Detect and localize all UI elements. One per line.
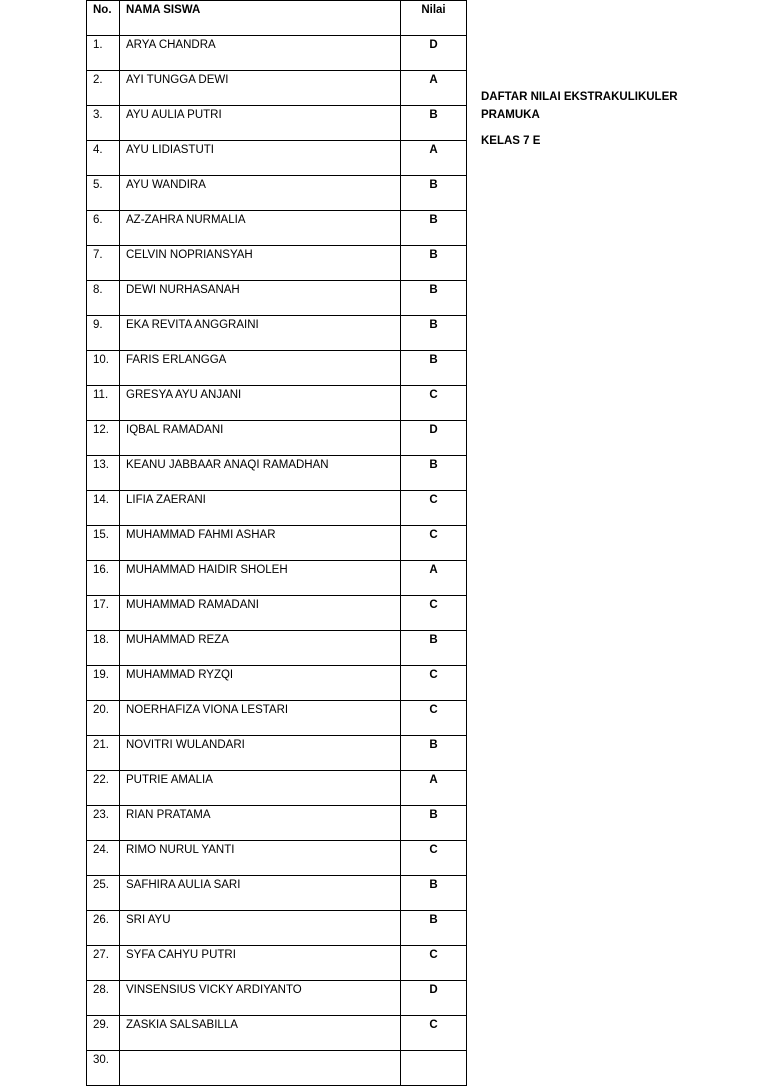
row-number: 6. xyxy=(87,211,120,246)
table-row xyxy=(87,666,467,701)
row-number: 28. xyxy=(87,981,120,1016)
student-grade: C xyxy=(401,386,467,421)
table-row xyxy=(87,1016,467,1051)
grade-table xyxy=(86,0,467,1086)
student-name: GRESYA AYU ANJANI xyxy=(120,386,401,421)
student-name: EKA REVITA ANGGRAINI xyxy=(120,316,401,351)
student-name: MUHAMMAD REZA xyxy=(120,631,401,666)
table-row xyxy=(87,176,467,211)
student-name: VINSENSIUS VICKY ARDIYANTO xyxy=(120,981,401,1016)
row-number: 10. xyxy=(87,351,120,386)
table-row xyxy=(87,351,467,386)
student-grade: A xyxy=(401,771,467,806)
row-number: 26. xyxy=(87,911,120,946)
row-number: 7. xyxy=(87,246,120,281)
student-grade: A xyxy=(401,71,467,106)
student-grade: D xyxy=(401,36,467,71)
student-name: AYU LIDIASTUTI xyxy=(120,141,401,176)
document-title: DAFTAR NILAI EKSTRAKULIKULER PRAMUKA xyxy=(481,91,678,121)
student-name: NOVITRI WULANDARI xyxy=(120,736,401,771)
student-grade: B xyxy=(401,456,467,491)
student-grade: B xyxy=(401,176,467,211)
student-name: SYFA CAHYU PUTRI xyxy=(120,946,401,981)
student-name xyxy=(120,1051,401,1086)
student-grade: B xyxy=(401,911,467,946)
row-number: 19. xyxy=(87,666,120,701)
table-row xyxy=(87,806,467,841)
row-number: 23. xyxy=(87,806,120,841)
table-row xyxy=(87,736,467,771)
student-name: IQBAL RAMADANI xyxy=(120,421,401,456)
student-grade: C xyxy=(401,1016,467,1051)
student-grade: B xyxy=(401,316,467,351)
table-row xyxy=(87,596,467,631)
student-name: AYU WANDIRA xyxy=(120,176,401,211)
student-grade: B xyxy=(401,281,467,316)
row-number: 3. xyxy=(87,106,120,141)
table-row xyxy=(87,981,467,1016)
row-number: 1. xyxy=(87,36,120,71)
row-number: 25. xyxy=(87,876,120,911)
student-grade: C xyxy=(401,841,467,876)
table-row xyxy=(87,771,467,806)
student-grade: B xyxy=(401,631,467,666)
table-row xyxy=(87,841,467,876)
student-name: KEANU JABBAAR ANAQI RAMADHAN xyxy=(120,456,401,491)
table-row xyxy=(87,106,467,141)
table-row xyxy=(87,246,467,281)
student-grade: A xyxy=(401,141,467,176)
table-row xyxy=(87,911,467,946)
row-number: 20. xyxy=(87,701,120,736)
row-number: 21. xyxy=(87,736,120,771)
student-name: RIAN PRATAMA xyxy=(120,806,401,841)
table-row xyxy=(87,491,467,526)
student-name: SRI AYU xyxy=(120,911,401,946)
student-name: ARYA CHANDRA xyxy=(120,36,401,71)
student-grade: A xyxy=(401,561,467,596)
student-name: MUHAMMAD RYZQI xyxy=(120,666,401,701)
student-name: NOERHAFIZA VIONA LESTARI xyxy=(120,701,401,736)
student-grade: C xyxy=(401,701,467,736)
student-grade: D xyxy=(401,981,467,1016)
table-row xyxy=(87,281,467,316)
student-name: FARIS ERLANGGA xyxy=(120,351,401,386)
row-number: 29. xyxy=(87,1016,120,1051)
student-name: MUHAMMAD HAIDIR SHOLEH xyxy=(120,561,401,596)
row-number: 16. xyxy=(87,561,120,596)
class-label: KELAS 7 E xyxy=(481,135,541,147)
student-name: RIMO NURUL YANTI xyxy=(120,841,401,876)
column-header-name: NAMA SISWA xyxy=(120,1,401,36)
row-number: 11. xyxy=(87,386,120,421)
student-grade: C xyxy=(401,491,467,526)
student-grade: B xyxy=(401,806,467,841)
table-row xyxy=(87,36,467,71)
student-grade: C xyxy=(401,666,467,701)
row-number: 27. xyxy=(87,946,120,981)
student-name: MUHAMMAD RAMADANI xyxy=(120,596,401,631)
student-grade: D xyxy=(401,421,467,456)
student-grade: C xyxy=(401,596,467,631)
table-row xyxy=(87,421,467,456)
table-row xyxy=(87,701,467,736)
table-row xyxy=(87,71,467,106)
student-name: AYU AULIA PUTRI xyxy=(120,106,401,141)
student-grade: B xyxy=(401,736,467,771)
row-number: 15. xyxy=(87,526,120,561)
row-number: 4. xyxy=(87,141,120,176)
row-number: 5. xyxy=(87,176,120,211)
table-row xyxy=(87,631,467,666)
student-name: MUHAMMAD FAHMI ASHAR xyxy=(120,526,401,561)
student-name: SAFHIRA AULIA SARI xyxy=(120,876,401,911)
table-row xyxy=(87,211,467,246)
student-name: LIFIA ZAERANI xyxy=(120,491,401,526)
table-row xyxy=(87,946,467,981)
row-number: 13. xyxy=(87,456,120,491)
row-number: 8. xyxy=(87,281,120,316)
table-row xyxy=(87,526,467,561)
table-header-row xyxy=(87,1,467,36)
student-grade: B xyxy=(401,211,467,246)
table-row xyxy=(87,141,467,176)
student-grade: B xyxy=(401,106,467,141)
student-name: PUTRIE AMALIA xyxy=(120,771,401,806)
row-number: 30. xyxy=(87,1051,120,1086)
student-grade: B xyxy=(401,246,467,281)
column-header-grade: Nilai xyxy=(401,1,467,36)
row-number: 14. xyxy=(87,491,120,526)
row-number: 17. xyxy=(87,596,120,631)
column-header-no: No. xyxy=(87,1,120,36)
row-number: 9. xyxy=(87,316,120,351)
table-row xyxy=(87,316,467,351)
student-grade: B xyxy=(401,876,467,911)
student-name: AZ-ZAHRA NURMALIA xyxy=(120,211,401,246)
row-number: 12. xyxy=(87,421,120,456)
table-row xyxy=(87,876,467,911)
student-name: CELVIN NOPRIANSYAH xyxy=(120,246,401,281)
row-number: 18. xyxy=(87,631,120,666)
table-row xyxy=(87,561,467,596)
student-name: ZASKIA SALSABILLA xyxy=(120,1016,401,1051)
student-grade: B xyxy=(401,351,467,386)
student-grade: C xyxy=(401,526,467,561)
table-row xyxy=(87,386,467,421)
row-number: 24. xyxy=(87,841,120,876)
row-number: 22. xyxy=(87,771,120,806)
row-number: 2. xyxy=(87,71,120,106)
table-body xyxy=(87,36,467,1086)
student-name: AYI TUNGGA DEWI xyxy=(120,71,401,106)
table-row xyxy=(87,1051,467,1086)
student-grade: C xyxy=(401,946,467,981)
student-grade xyxy=(401,1051,467,1086)
student-name: DEWI NURHASANAH xyxy=(120,281,401,316)
table-row xyxy=(87,456,467,491)
